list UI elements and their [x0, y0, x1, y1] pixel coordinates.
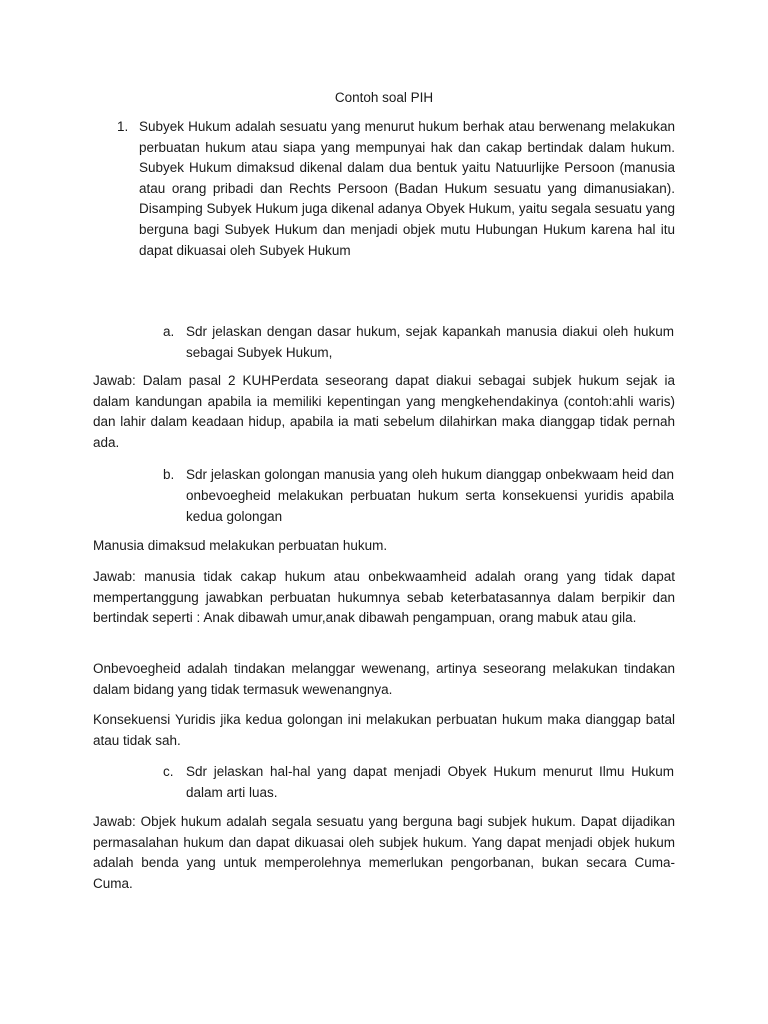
answer-c: Jawab: Objek hukum adalah segala sesuatu yang berguna bagi subjek hukum. Dapat dijadikan permasalahan hukum dan dapat dikuasai oleh subjek hukum. Yang dapat menjadi objek hukum adalah benda yang untuk memperolehnya memerlukan pengorbanan, bukan secara Cuma-Cuma. [93, 814, 675, 891]
sub-question-a-text: Sdr jelaskan dengan dasar hukum, sejak kapankah manusia diakui oleh hukum sebagai Subyek Hukum, [186, 324, 674, 361]
answer-b-konsekuensi: Konsekuensi Yuridis jika kedua golongan ini melakukan perbuatan hukum maka dianggap batal atau tidak sah. [93, 712, 675, 748]
answer-b-onbevoegheid: Onbevoegheid adalah tindakan melanggar wewenang, artinya seseorang melakukan tindakan dalam bidang yang tidak termasuk wewenangnya. [93, 661, 675, 697]
sub-question-c-label: c. [163, 764, 174, 779]
question-1-number: 1. [117, 119, 129, 134]
answer-b: Jawab: manusia tidak cakap hukum atau onbekwaamheid adalah orang yang tidak dapat mempertanggung jawabkan perbuatan hukumnya sebab keterbatasannya dalam berpikir dan bertindak seperti : Anak dibawah umur,anak dibawah pengampuan, orang mabuk atau gila. [93, 569, 675, 626]
document-title: Contoh soal PIH [334, 90, 434, 105]
sub-question-b-continuation: Manusia dimaksud melakukan perbuatan hukum. [93, 538, 388, 553]
sub-question-b-text: Sdr jelaskan golongan manusia yang oleh hukum dianggap onbekwaam heid dan onbevoegheid melakukan perbuatan hukum serta konsekuensi yuridis apabila kedua golongan [186, 467, 674, 525]
sub-question-b-label: b. [163, 467, 175, 482]
question-1-text: Subyek Hukum adalah sesuatu yang menurut hukum berhak atau berwenang melakukan perbuatan hukum atau siapa yang mempunyai hak dan cakap bertindak dalam hukum. Subyek Hukum dimaksud dikenal dalam dua bentuk yaitu Natuurlijke Persoon (manusia atau orang pribadi dan Rechts Persoon (Badan Hukum sesuatu yang dimanusiakan). Disamping Subyek Hukum juga dikenal adanya Obyek Hukum, yaitu segala sesuatu yang berguna bagi Subyek Hukum dan menjadi objek mutu Hubungan Hukum karena hal itu dapat dikuasai oleh Subyek Hukum [139, 119, 675, 258]
sub-question-c-text: Sdr jelaskan hal-hal yang dapat menjadi Obyek Hukum menurut Ilmu Hukum dalam arti luas. [186, 764, 674, 801]
sub-question-a-label: a. [163, 324, 175, 339]
answer-a: Jawab: Dalam pasal 2 KUHPerdata seseorang dapat diakui sebagai subjek hukum sejak ia dalam kandungan apabila ia memiliki kepentingan yang mengkehendakinya (contoh:ahli waris) dan lahir dalam keadaan hidup, apabila ia mati sebelum dilahirkan maka dianggap tidak pernah ada. [93, 373, 675, 450]
